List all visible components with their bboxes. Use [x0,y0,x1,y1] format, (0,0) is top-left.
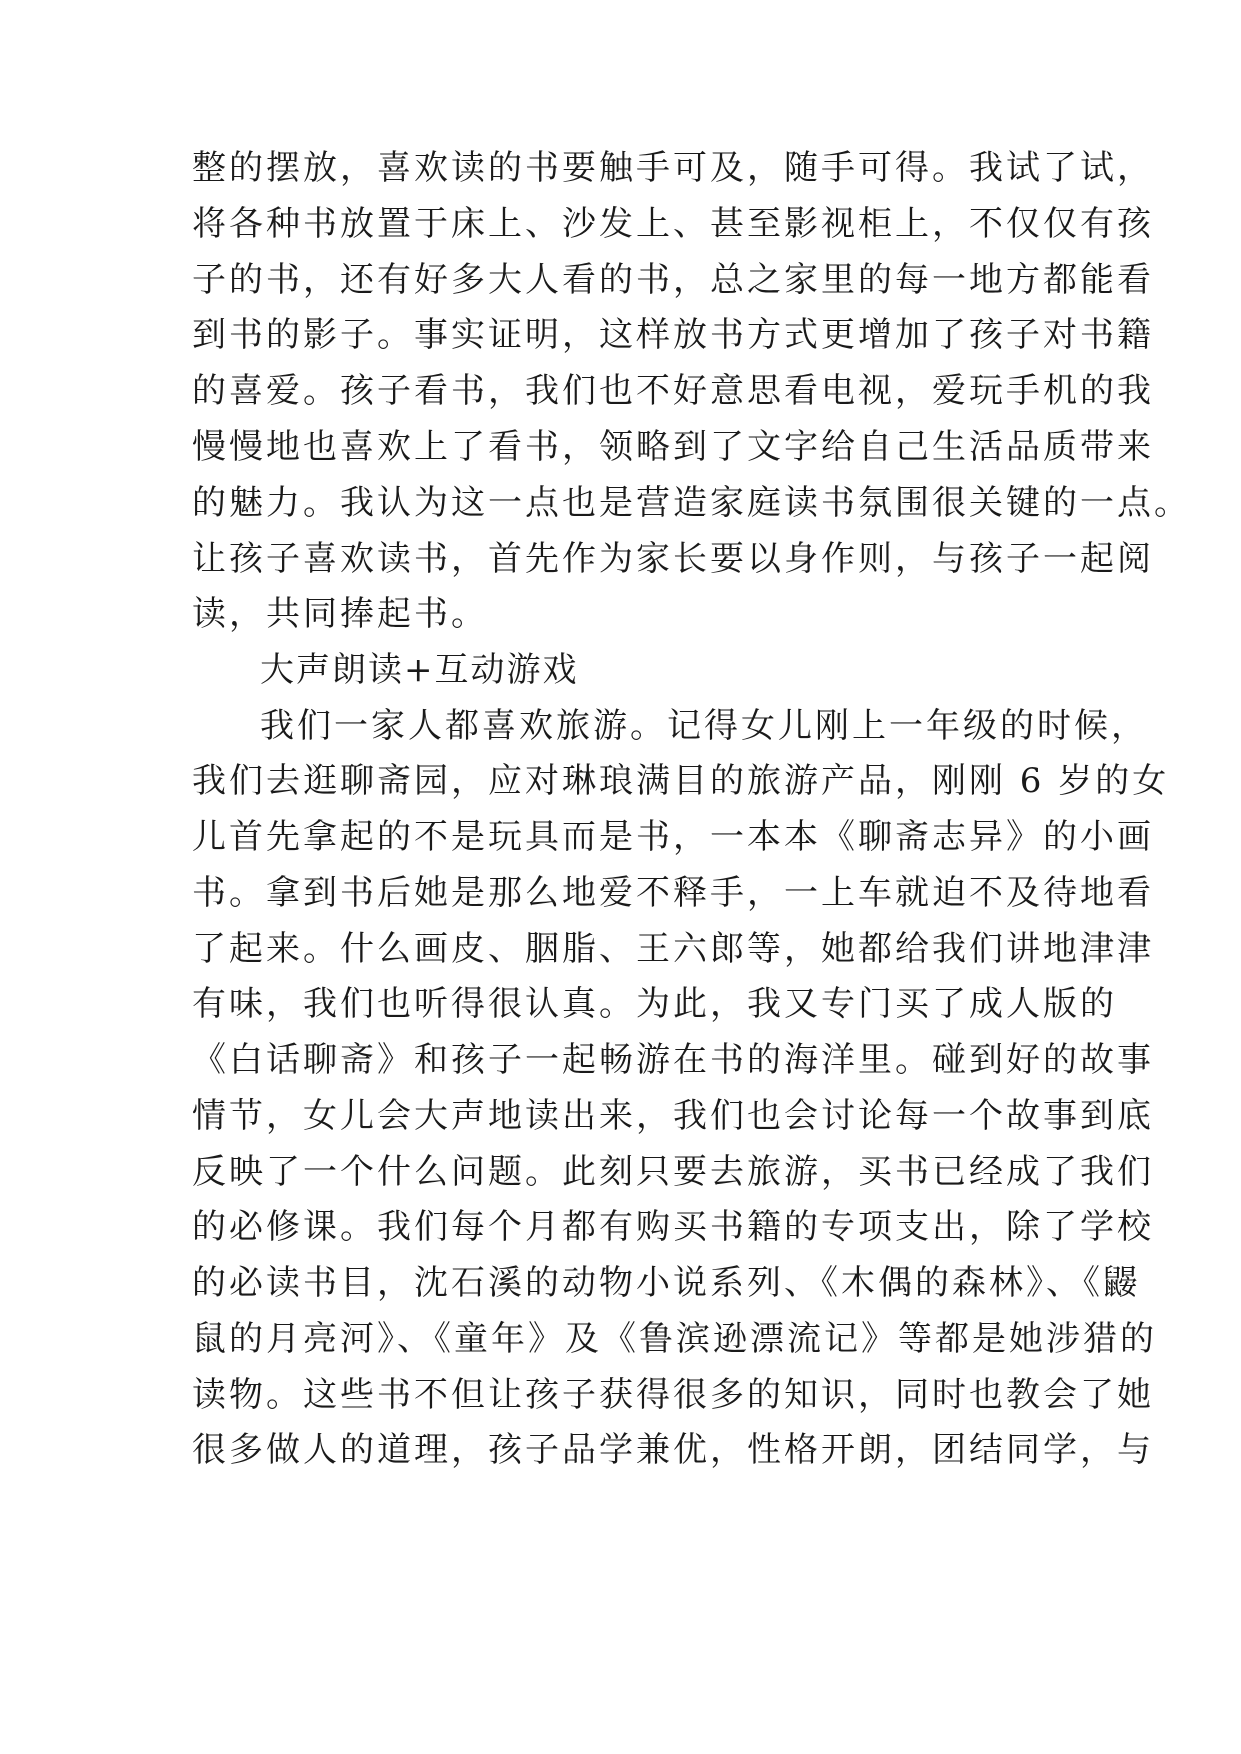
text-line: 读物。这些书不但让孩子获得很多的知识，同时也教会了她 [192,1375,1154,1415]
text-line: 的必读书目，沈石溪的动物小说系列、《木偶的森林》、《鼹 [192,1263,1140,1303]
section-heading: 大声朗读+互动游戏 [260,650,579,690]
text-line: 鼠的月亮河》、《童年》及《鲁滨逊漂流记》等都是她涉猎的 [192,1319,1157,1359]
text-line: 读，共同捧起书。 [192,594,488,634]
text-line: 的魅力。我认为这一点也是营造家庭读书氛围很关键的一点。 [192,483,1191,523]
text-line: 《白话聊斋》和孩子一起畅游在书的海洋里。碰到好的故事 [192,1040,1154,1080]
text-line: 的必修课。我们每个月都有购买书籍的专项支出，除了学校 [192,1207,1154,1247]
text-line: 儿首先拿起的不是玩具而是书，一本本《聊斋志异》的小画 [192,817,1154,857]
text-line: 很多做人的道理，孩子品学兼优，性格开朗，团结同学，与 [192,1430,1154,1470]
text-line: 到书的影子。事实证明，这样放书方式更增加了孩子对书籍 [192,315,1154,355]
text-line: 反映了一个什么问题。此刻只要去旅游，买书已经成了我们 [192,1152,1154,1192]
text-line: 的喜爱。孩子看书，我们也不好意思看电视，爱玩手机的我 [192,371,1154,411]
text-line: 慢慢地也喜欢上了看书，领略到了文字给自己生活品质带来 [192,427,1154,467]
text-line: 我们去逛聊斋园，应对琳琅满目的旅游产品，刚刚 6 岁的女 [192,761,1170,801]
text-line: 了起来。什么画皮、胭脂、王六郎等，她都给我们讲地津津 [192,929,1154,969]
text-line: 子的书，还有好多大人看的书，总之家里的每一地方都能看 [192,260,1154,300]
text-line: 有味，我们也听得很认真。为此，我又专门买了成人版的 [192,984,1117,1024]
text-line: 情节，女儿会大声地读出来，我们也会讨论每一个故事到底 [192,1096,1154,1136]
text-line: 将各种书放置于床上、沙发上、甚至影视柜上，不仅仅有孩 [192,204,1154,244]
text-line: 让孩子喜欢读书，首先作为家长要以身作则，与孩子一起阅 [192,539,1154,579]
text-line: 整的摆放，喜欢读的书要触手可及，随手可得。我试了试， [192,148,1154,188]
text-line: 书。拿到书后她是那么地爱不释手，一上车就迫不及待地看 [192,873,1154,913]
text-line: 我们一家人都喜欢旅游。记得女儿刚上一年级的时候， [260,706,1148,746]
